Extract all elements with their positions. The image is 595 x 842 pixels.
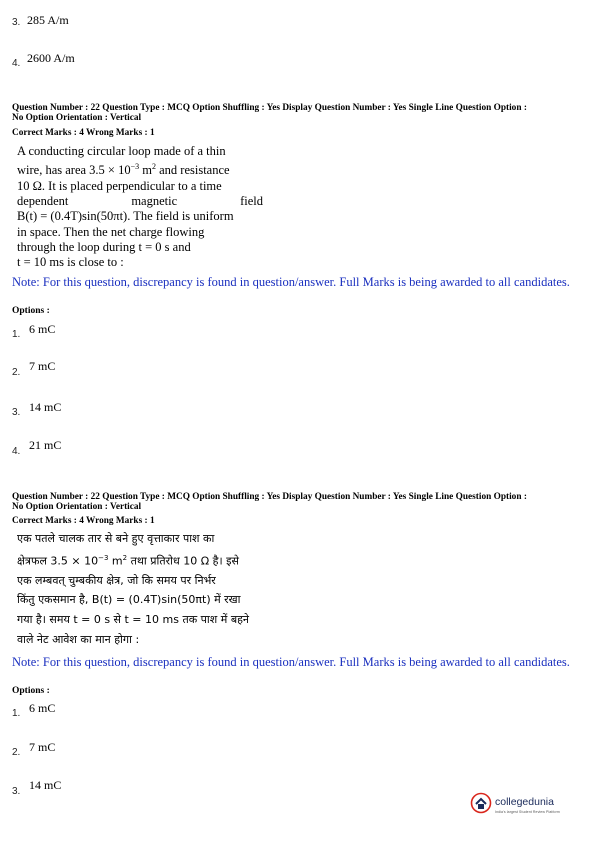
question-line: एक पतले चालक तार से बने हुए वृत्ताकार पाश का — [17, 532, 215, 545]
discrepancy-note: Note: For this question, discrepancy is found in question/answer. Full Marks is being awarded to all candidates. — [12, 655, 570, 669]
options-label: Options : — [12, 306, 50, 316]
question-text — [17, 144, 263, 271]
logo-wordmark — [495, 792, 560, 814]
option-number: 3. — [12, 786, 21, 797]
word: dependent — [17, 194, 69, 209]
question-line: wire, has area $3.5 \times 10^{-3}$ $m^2$ and resistance — [17, 162, 230, 178]
question-meta-line: No Option Orientation : Vertical — [12, 113, 142, 123]
question-line: एक लम्बवत् चुम्बकीय क्षेत्र, जो कि समय पर निर्भर — [17, 573, 216, 587]
question-line: वाले नेट आवेश का मान होगा : — [17, 632, 140, 646]
option-text: 285 A/m — [27, 13, 69, 27]
option-text: 7 mC — [29, 740, 56, 754]
options-label: Options : — [12, 686, 50, 696]
option-text: 14 mC — [29, 778, 62, 792]
option-text: 6 mC — [29, 701, 56, 715]
question-line: through the loop during t = 0 s and — [17, 239, 191, 254]
question-line: B(t) = (0.4T)sin(50πt). The field is uniform — [17, 209, 234, 224]
option-number: 3. — [12, 407, 21, 418]
question-line-justified — [17, 194, 263, 209]
option-number: 1. — [12, 329, 21, 340]
discrepancy-note: Note: For this question, discrepancy is found in question/answer. Full Marks is being awarded to all candidates. — [12, 275, 570, 289]
option-text: 7 mC — [29, 359, 56, 373]
question-meta — [12, 492, 527, 512]
option-number: 3. — [12, 17, 21, 28]
logo-tagline: India's largest Student Review Platform — [495, 810, 560, 814]
option-text: 21 mC — [29, 438, 62, 452]
question-line: t = 10 ms is close to : — [17, 255, 124, 270]
question-line: A conducting circular loop made of a thin — [17, 144, 226, 158]
question-text-hindi — [17, 529, 267, 649]
question-line: 10 Ω. It is placed perpendicular to a time — [17, 178, 222, 193]
question-line: गया है। समय t = 0 s से t = 10 ms तक पाश में बहने — [17, 613, 250, 627]
collegedunia-logo-icon — [470, 792, 492, 814]
word: magnetic — [131, 194, 178, 209]
question-meta-line: Question Number : 22 Question Type : MCQ Option Shuffling : Yes Display Question Number : Yes Single Line Question Option : — [12, 492, 527, 502]
option-number: 2. — [12, 747, 21, 758]
question-meta-line: Question Number : 22 Question Type : MCQ Option Shuffling : Yes Display Question Number : Yes Single Line Question Option : — [12, 103, 527, 113]
question-line: क्षेत्रफल $3.5 \times 10^{-3}$ $m^2$ तथा प्रतिरोध 10 Ω है। इसे — [17, 553, 239, 568]
option-text: 6 mC — [29, 322, 56, 336]
option-number: 4. — [12, 58, 21, 69]
option-text: 2600 A/m — [27, 51, 75, 65]
question-meta — [12, 103, 527, 123]
option-number: 4. — [12, 446, 21, 457]
logo-name: collegedunia — [495, 796, 554, 808]
option-number: 2. — [12, 367, 21, 378]
question-marks: Correct Marks : 4 Wrong Marks : 1 — [12, 128, 155, 138]
question-line: किंतु एकसमान है, B(t) = (0.4T)sin(50πt) में रखा — [17, 593, 241, 607]
option-number: 1. — [12, 708, 21, 719]
question-marks: Correct Marks : 4 Wrong Marks : 1 — [12, 516, 155, 526]
collegedunia-logo — [470, 792, 560, 814]
option-text: 14 mC — [29, 400, 62, 414]
question-meta-line: No Option Orientation : Vertical — [12, 502, 142, 512]
word: field — [240, 194, 263, 209]
question-line: in space. Then the net charge flowing — [17, 224, 205, 239]
